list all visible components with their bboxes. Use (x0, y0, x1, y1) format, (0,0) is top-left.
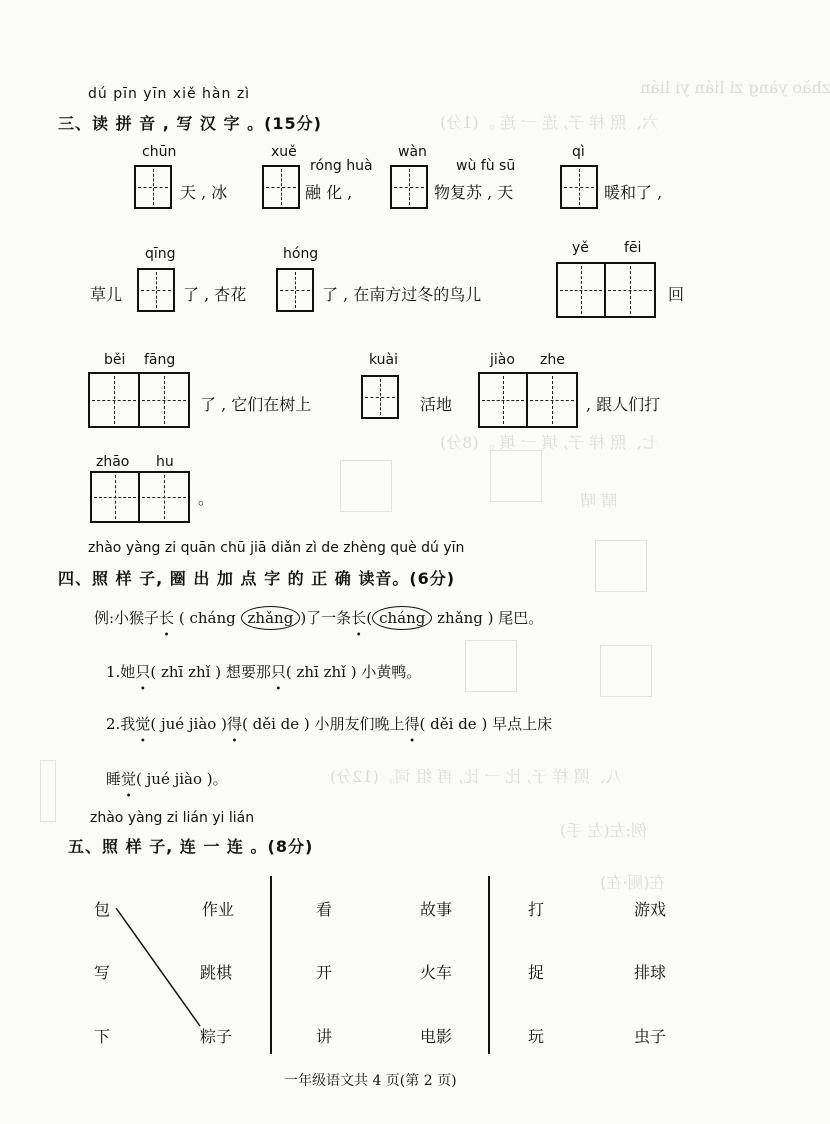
col1-left-1[interactable]: 包 (94, 900, 111, 919)
writing-box-wan[interactable] (390, 165, 428, 209)
col2-left-3[interactable]: 讲 (316, 1027, 333, 1046)
example-close-1: ) (300, 609, 307, 627)
col3-left-1[interactable]: 打 (528, 900, 545, 919)
bleed-through-6: 睛 晴 (580, 491, 618, 510)
pinyin-kuai: kuài (369, 352, 399, 368)
writing-box-qi[interactable] (560, 165, 598, 209)
q2-char-1: 觉 (135, 715, 151, 733)
writing-box-qing[interactable] (137, 268, 175, 312)
q2-options-1[interactable]: ( jué jiào ) (150, 715, 227, 733)
writing-box-zhao[interactable] (90, 471, 140, 523)
line2-text-4: 回 (668, 285, 685, 304)
column-divider-2 (488, 876, 490, 1054)
bleed-box-4 (600, 645, 652, 697)
q2b-options-1[interactable]: ( jué jiào )。 (136, 770, 228, 788)
q2-options-3[interactable]: ( děi de ) 早点上床 (419, 715, 553, 733)
pinyin-fei: fēi (624, 240, 642, 256)
writing-box-hu[interactable] (138, 471, 190, 523)
line1-text-1: 天 , 冰 (180, 183, 228, 202)
bleed-through-2: 六、照 样 子, 连 一 连 。(1分) (440, 113, 659, 132)
example-prefix: 例:小猴子 (94, 609, 160, 627)
writing-box-ye[interactable] (556, 262, 606, 318)
q2-options-2[interactable]: ( děi de ) 小朋友们晚上 (241, 715, 405, 733)
bleed-through-5: 例:左(左 手) (560, 821, 647, 840)
bleed-through-1: zhào yàng zi lián yi lián (640, 78, 830, 97)
line1-text-4: 暖和了 , (604, 183, 663, 202)
col3-right-1[interactable]: 游戏 (634, 900, 667, 919)
section3-title: 三、读 拼 音 , 写 汉 字 。(15分) (58, 114, 322, 133)
pinyin-qi: qì (572, 144, 585, 160)
pinyin-zhao: zhāo (96, 454, 130, 470)
question-2 (106, 713, 552, 734)
bleed-box-6 (40, 760, 56, 822)
line4-text-1: 。 (198, 489, 215, 508)
writing-box-xue[interactable] (262, 165, 300, 209)
line2-text-2: 了 , 杏花 (183, 285, 247, 304)
pinyin-wufusu: wù fù sū (456, 158, 516, 174)
pinyin-hu: hu (156, 454, 174, 470)
writing-box-chun[interactable] (134, 165, 172, 209)
example-open-2: ( (366, 609, 373, 627)
line2-text-1: 草儿 (90, 285, 123, 304)
section5-pinyin-title: zhào yàng zi lián yi lián (90, 810, 255, 826)
pinyin-bei: běi (104, 352, 126, 368)
col2-right-2[interactable]: 火车 (420, 963, 453, 982)
page-footer: 一年级语文共 4 页(第 2 页) (284, 1073, 457, 1089)
col2-left-2[interactable]: 开 (316, 963, 333, 982)
line3-text-3: , 跟人们打 (586, 395, 661, 414)
col1-left-2[interactable]: 写 (94, 963, 111, 982)
q2-char-3: 得 (404, 715, 420, 733)
bleed-through-4: 八、照 样 子, 比 一 比, 再 组 词。(12分) (330, 767, 622, 786)
pinyin-qing: qīng (145, 246, 176, 262)
q2-part-1: 2.我 (106, 715, 136, 733)
col2-right-3[interactable]: 电影 (420, 1027, 453, 1046)
q2b-part-1: 睡 (106, 770, 122, 788)
writing-box-hong[interactable] (276, 268, 314, 312)
bleed-box-1 (490, 450, 542, 502)
example-char-1: 长 (159, 609, 175, 627)
writing-box-fang[interactable] (138, 372, 190, 428)
bleed-box-2 (340, 460, 392, 512)
col2-right-1[interactable]: 故事 (420, 900, 453, 919)
col3-left-2[interactable]: 捉 (528, 963, 545, 982)
pinyin-zhe: zhe (540, 352, 565, 368)
pinyin-ye: yě (572, 240, 589, 256)
example-circled-1: zhǎng (241, 606, 301, 630)
q1-char-1: 只 (135, 663, 151, 681)
line1-text-2: 融 化 , (305, 183, 353, 202)
col1-right-3[interactable]: 粽子 (200, 1027, 233, 1046)
question-2-continued (106, 768, 228, 789)
pinyin-jiao: jiào (490, 352, 515, 368)
line3-text-2: 活地 (420, 395, 453, 414)
q1-char-2: 只 (270, 663, 286, 681)
col1-left-3[interactable]: 下 (94, 1027, 111, 1046)
section4-pinyin-title: zhào yàng zi quān chū jiā diǎn zì de zhèng què dú yīn (88, 540, 465, 556)
pinyin-wan: wàn (398, 144, 427, 160)
section3-pinyin-title: dú pīn yīn xiě hàn zì (88, 86, 251, 102)
writing-box-jiao[interactable] (478, 372, 528, 428)
col3-right-2[interactable]: 排球 (634, 963, 667, 982)
col1-right-1[interactable]: 作业 (202, 900, 235, 919)
section4-title: 四、照 样 子, 圈 出 加 点 字 的 正 确 读音。(6分) (58, 569, 456, 588)
bleed-through-3: 七、照 样 子, 填 一 填 。(8分) (440, 433, 659, 452)
question-1 (106, 661, 421, 682)
bleed-box-5 (465, 640, 517, 692)
bleed-through-7: 在(厕·在) (600, 873, 666, 892)
line2-text-3: 了 , 在南方过冬的鸟儿 (322, 285, 482, 304)
writing-box-zhe[interactable] (526, 372, 578, 428)
q2-char-2: 得 (226, 715, 242, 733)
pinyin-fang: fāng (144, 352, 176, 368)
example-close-2: zhǎng ) 尾巴。 (437, 609, 544, 627)
example-open-1: ( cháng (178, 609, 236, 627)
pinyin-chun: chūn (142, 144, 177, 160)
q2b-char-1: 觉 (121, 770, 137, 788)
col3-right-3[interactable]: 虫子 (634, 1027, 667, 1046)
column-divider-1 (270, 876, 272, 1054)
pinyin-xue: xuě (271, 144, 297, 160)
example-circled-2: cháng (372, 606, 432, 630)
example-sentence (94, 606, 543, 630)
line1-text-3: 物复苏 , 天 (434, 183, 514, 202)
q1-options-2[interactable]: ( zhī zhǐ ) 小黄鸭。 (285, 663, 422, 681)
col3-left-3[interactable]: 玩 (528, 1027, 545, 1046)
writing-box-bei[interactable] (88, 372, 140, 428)
bleed-box-3 (595, 540, 647, 592)
example-middle: 了一条 (306, 609, 352, 627)
line3-text-1: 了 , 它们在树上 (200, 395, 312, 414)
pinyin-ronghua: róng huà (310, 158, 373, 174)
col2-left-1[interactable]: 看 (316, 900, 333, 919)
example-char-2: 长 (351, 609, 367, 627)
section5-title: 五、照 样 子, 连 一 连 。(8分) (68, 837, 314, 856)
q1-part-1: 1.她 (106, 663, 136, 681)
writing-box-fei[interactable] (604, 262, 656, 318)
writing-box-kuai[interactable] (361, 375, 399, 419)
q1-options-1[interactable]: ( zhī zhǐ ) 想要那 (150, 663, 271, 681)
col1-right-2[interactable]: 跳棋 (200, 963, 233, 982)
pinyin-hong: hóng (283, 246, 319, 262)
